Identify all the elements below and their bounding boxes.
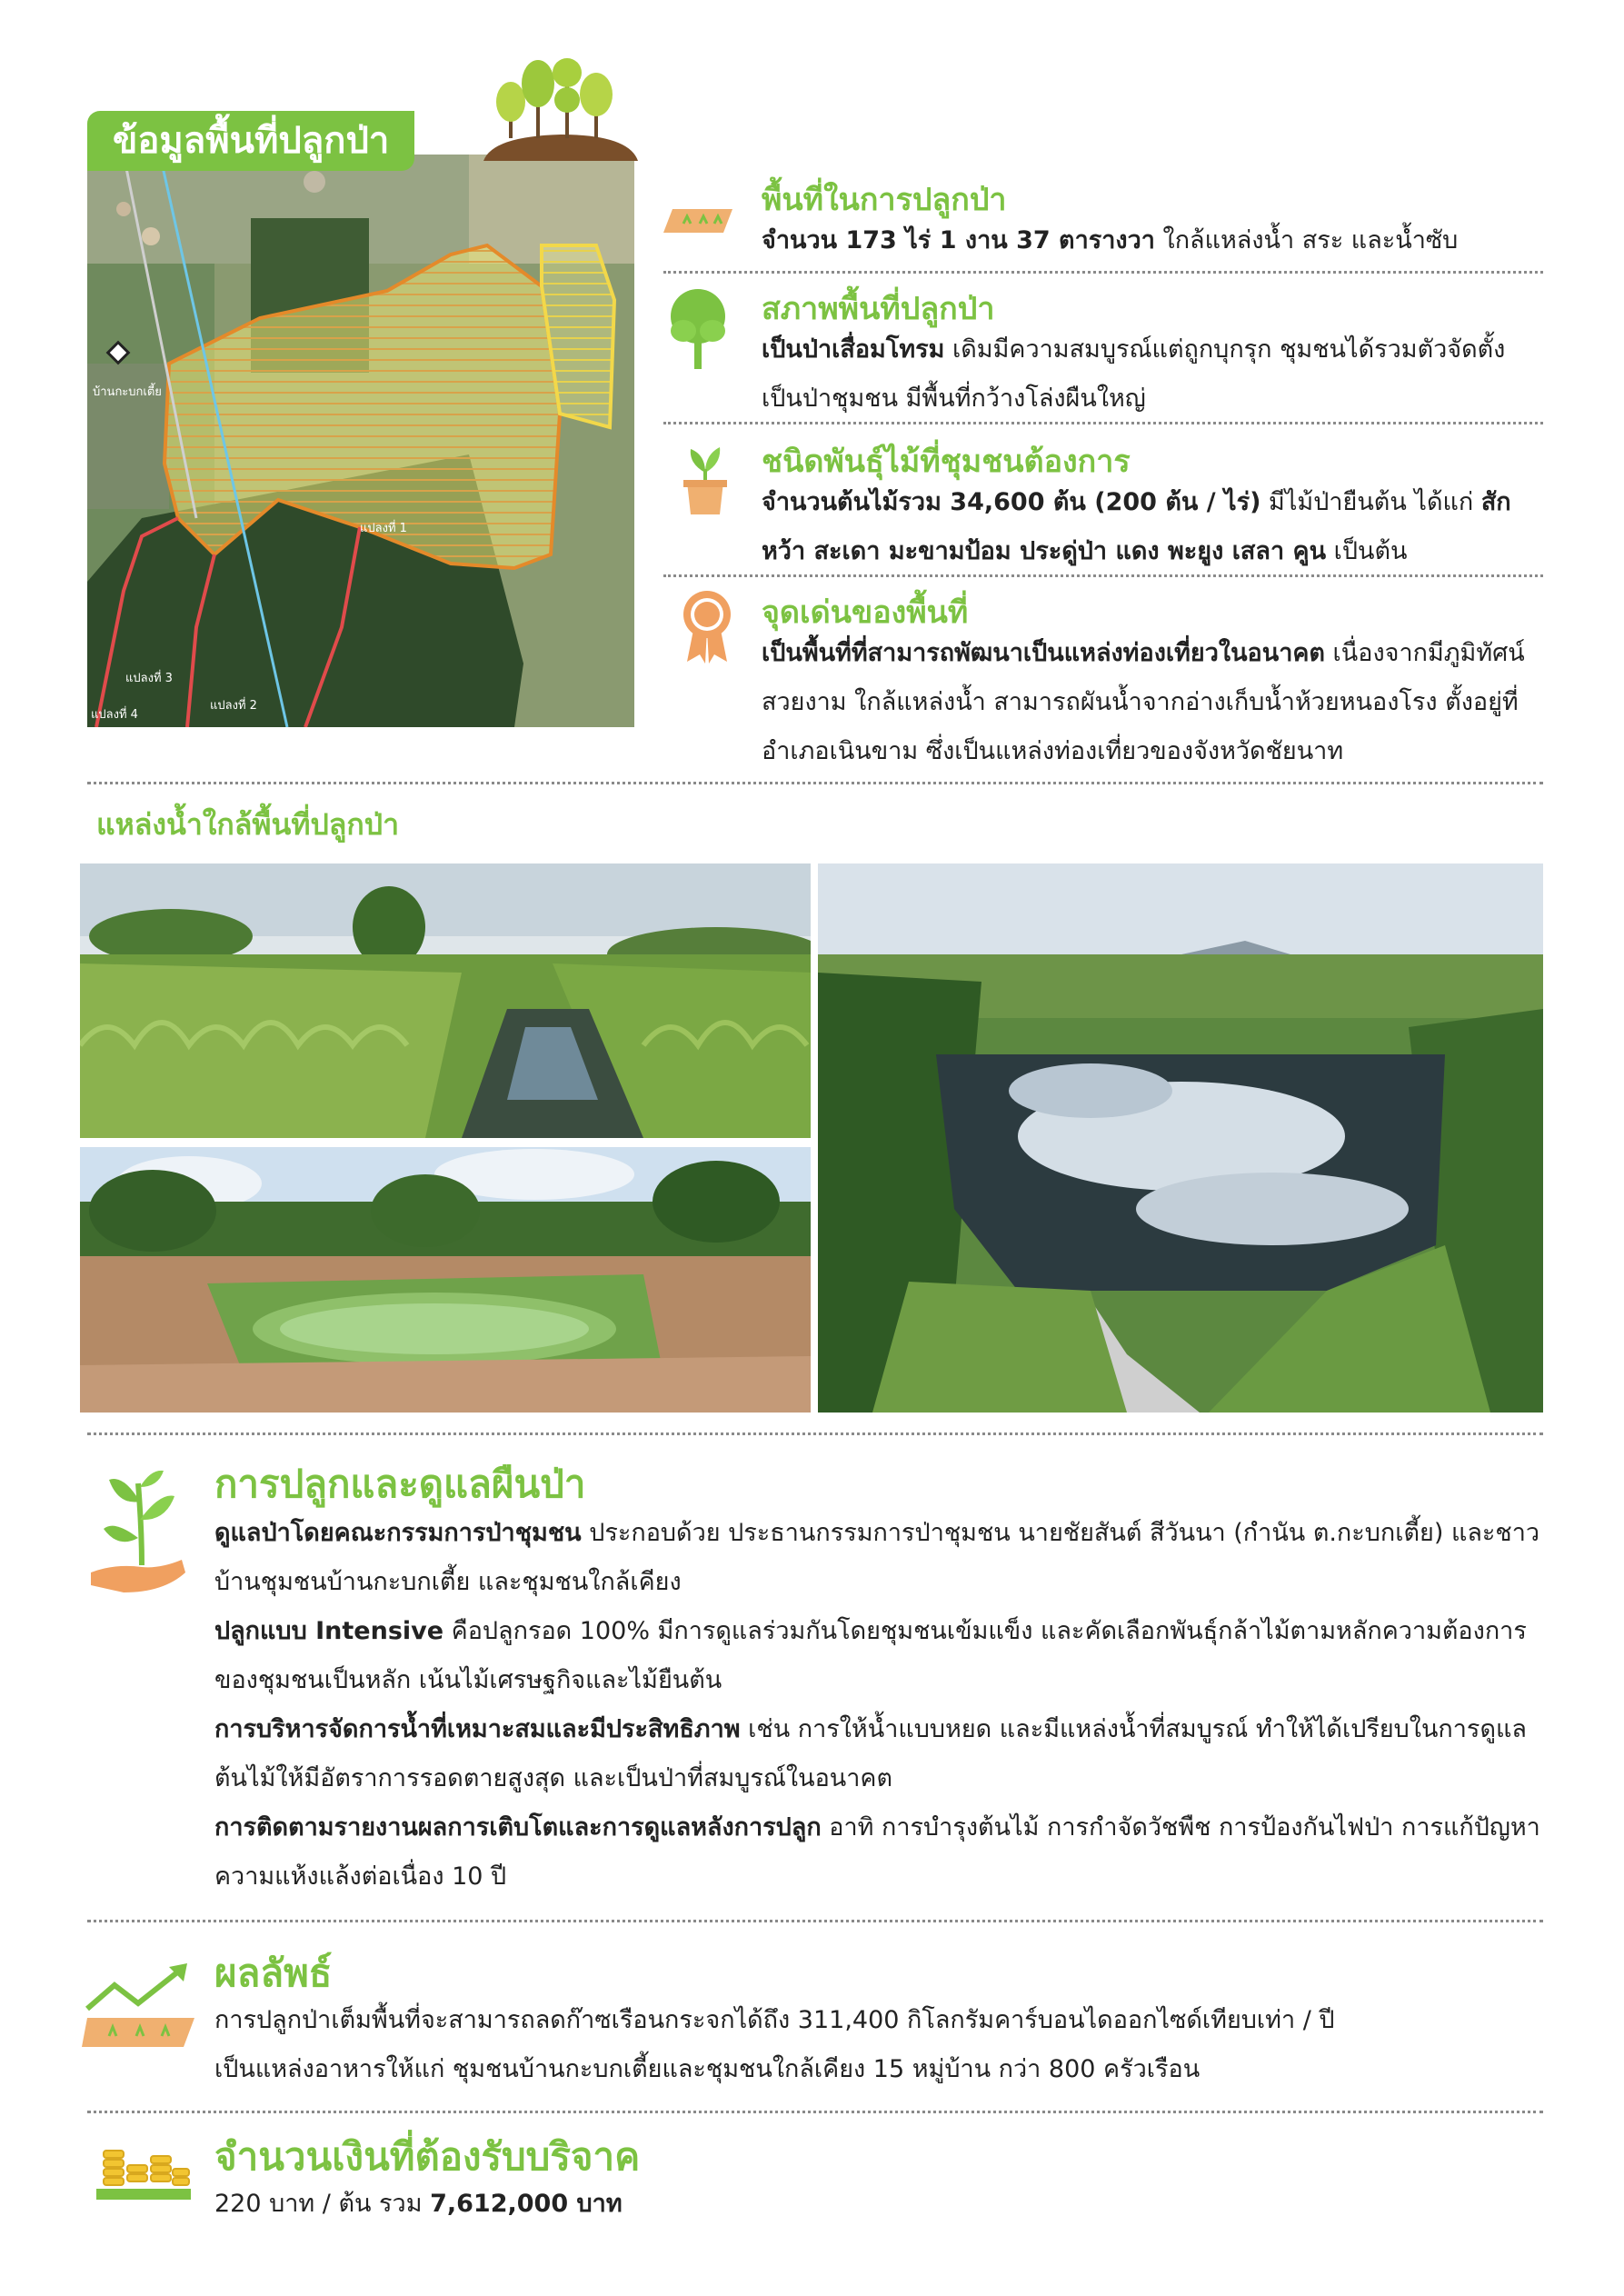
map-panel bbox=[87, 155, 634, 727]
map-title: ข้อมูลพื้นที่ปลูกป่า bbox=[87, 111, 414, 171]
photo-small-pond bbox=[80, 1147, 811, 1413]
planting-item-text: ประกอบด้วย ประธานกรรมการป่าชุมชน นายชัยสันต์ สีวันนา (กำนัน ต.กะบกเตี้ย) และชาวบ้านชุมชนบ้านกะบกเตี้ย และชุมชนใกล้เคียง bbox=[214, 1519, 1540, 1596]
donation-body bbox=[214, 2180, 1123, 2229]
coin-stacks-icon bbox=[96, 2132, 191, 2201]
map-label-plot-1: แปลงที่ 1 bbox=[360, 522, 407, 535]
planting-item-text: เช่น การให้น้ำแบบหยด และมีแหล่งน้ำที่สมบูรณ์ ทำให้ได้เปรียบในการดูแลต้นไม้ให้มีอัตราการรอดตายสูงสุด และเป็นป่าที่สมบูรณ์ในอนาคต bbox=[214, 1715, 1527, 1792]
info-text-area bbox=[762, 216, 1543, 265]
info-title-species: ชนิดพันธุ์ไม้ที่ชุมชนต้องการ bbox=[762, 444, 1131, 480]
hand-seedling-icon bbox=[87, 1465, 189, 1598]
info-text-highlight bbox=[762, 629, 1543, 776]
planting-item-bold: ดูแลป่าโดยคณะกรรมการป่าชุมชน bbox=[214, 1519, 582, 1547]
results-title: ผลลัพธ์ bbox=[214, 1951, 333, 1995]
planting-item-bold: การติดตามรายงานผลการเติบโตและการดูแลหลังการปลูก bbox=[214, 1813, 822, 1842]
info-bold-highlight: เป็นพื้นที่ที่สามารถพัฒนาเป็นแหล่งท่องเที่ยวในอนาคต bbox=[762, 639, 1325, 667]
info-text-species bbox=[762, 478, 1543, 576]
growth-chart-icon bbox=[82, 1963, 194, 2047]
map-label-plot-2: แปลงที่ 2 bbox=[210, 699, 257, 713]
info-title-highlight: จุดเด่นของพื้นที่ bbox=[762, 594, 969, 631]
divider bbox=[663, 574, 1543, 577]
divider bbox=[87, 1920, 1543, 1922]
info-bold-condition: เป็นป่าเสื่อมโทรม bbox=[762, 335, 945, 364]
planting-item-text: อาทิ การบำรุงต้นไม้ การกำจัดวัชพืช การป้องกันไฟป่า การแก้ปัญหาความแห้งแล้งต่อเนื่อง 10 ปี bbox=[214, 1813, 1540, 1891]
trees-mound-icon bbox=[474, 56, 645, 165]
info-detail-species-end: เป็นต้น bbox=[1326, 537, 1408, 565]
planting-body bbox=[214, 1509, 1545, 1902]
award-ribbon-icon bbox=[680, 589, 734, 664]
seedling-pot-icon bbox=[683, 436, 727, 516]
map-label-plot-4: แปลงที่ 4 bbox=[91, 708, 138, 722]
divider bbox=[663, 422, 1543, 424]
photo-canal bbox=[80, 863, 811, 1138]
info-detail-area: ใกล้แหล่งน้ำ สระ และน้ำซับ bbox=[1154, 226, 1459, 255]
info-bold-species-list: สัก หว้า สะเดา มะขามป้อม ประดู่ป่า แดง พะยูง เสลา คูน bbox=[762, 488, 1511, 565]
planting-item-water bbox=[214, 1705, 1545, 1803]
divider bbox=[663, 271, 1543, 274]
photo-large-pond bbox=[818, 863, 1543, 1413]
planting-item-committee bbox=[214, 1509, 1545, 1607]
info-title-area: พื้นที่ในการปลูกป่า bbox=[762, 182, 1007, 218]
donation-total: 7,612,000 บาท bbox=[430, 2190, 623, 2218]
results-line-food: เป็นแหล่งอาหารให้แก่ ชุมชนบ้านกะบกเตี้ยและชุมชนใกล้เคียง 15 หมู่บ้าน กว่า 800 ครัวเรือน bbox=[214, 2055, 1201, 2083]
planting-item-monitoring bbox=[214, 1803, 1545, 1902]
planting-item-bold: การบริหารจัดการน้ำที่เหมาะสมและมีประสิทธิภาพ bbox=[214, 1715, 741, 1743]
info-detail-highlight: เนื่องจากมีภูมิทัศน์สวยงาม ใกล้แหล่งน้ำ สามารถผันน้ำจากอ่างเก็บน้ำห้วยหนองโรง ตั้งอยู่ที่อำเภอเนินขาม ซึ่งเป็นแหล่งท่องเที่ยวของจังหวัดชัยนาท bbox=[762, 639, 1525, 765]
planting-item-bold: ปลูกแบบ Intensive bbox=[214, 1617, 444, 1645]
info-bold-area: จำนวน 173 ไร่ 1 งาน 37 ตารางวา bbox=[762, 226, 1155, 255]
planting-item-text: คือปลูกรอด 100% มีการดูแลร่วมกันโดยชุมชนเข้มแข็ง และคัดเลือกพันธุ์กล้าไม้ตามหลักความต้องการของชุมชนเป็นหลัก เน้นไม้เศรษฐกิจและไม้ยืนต้น bbox=[214, 1617, 1527, 1694]
donation-rate: 220 บาท / ต้น รวม bbox=[214, 2190, 431, 2218]
water-section-title: แหล่งน้ำใกล้พื้นที่ปลูกป่า bbox=[96, 807, 400, 842]
info-detail-condition: เดิมมีความสมบูรณ์แต่ถูกบุกรุก ชุมชนได้รวมตัวจัดตั้งเป็นป่าชุมชน มีพื้นที่กว้างโล่งผืนใหญ่ bbox=[762, 335, 1506, 413]
tree-icon bbox=[663, 285, 732, 369]
divider bbox=[87, 782, 1543, 784]
planting-item-intensive bbox=[214, 1607, 1545, 1705]
divider bbox=[87, 2111, 1543, 2113]
satellite-map-image bbox=[87, 155, 634, 727]
info-title-condition: สภาพพื้นที่ปลูกป่า bbox=[762, 291, 995, 327]
map-label-village: บ้านกะบกเตี้ย bbox=[93, 385, 162, 399]
map-label-plot-3: แปลงที่ 3 bbox=[125, 672, 173, 685]
divider bbox=[87, 1433, 1543, 1435]
results-line-carbon: การปลูกป่าเต็มพื้นที่จะสามารถลดก๊าซเรือนกระจกได้ถึง 311,400 กิโลกรัมคาร์บอนไดออกไซด์เทียบเท่า / ปี bbox=[214, 2006, 1335, 2034]
info-detail-species: มีไม้ป่ายืนต้น ได้แก่ bbox=[1260, 488, 1481, 516]
results-body bbox=[214, 1996, 1545, 2094]
info-text-condition bbox=[762, 325, 1543, 424]
land-plot-icon bbox=[663, 202, 732, 238]
planting-title: การปลูกและดูแลผืนป่า bbox=[214, 1462, 586, 1506]
info-bold-species: จำนวนต้นไม้รวม 34,600 ต้น (200 ต้น / ไร่) bbox=[762, 488, 1261, 516]
donation-title: จำนวนเงินที่ต้องรับบริจาค bbox=[214, 2134, 641, 2179]
